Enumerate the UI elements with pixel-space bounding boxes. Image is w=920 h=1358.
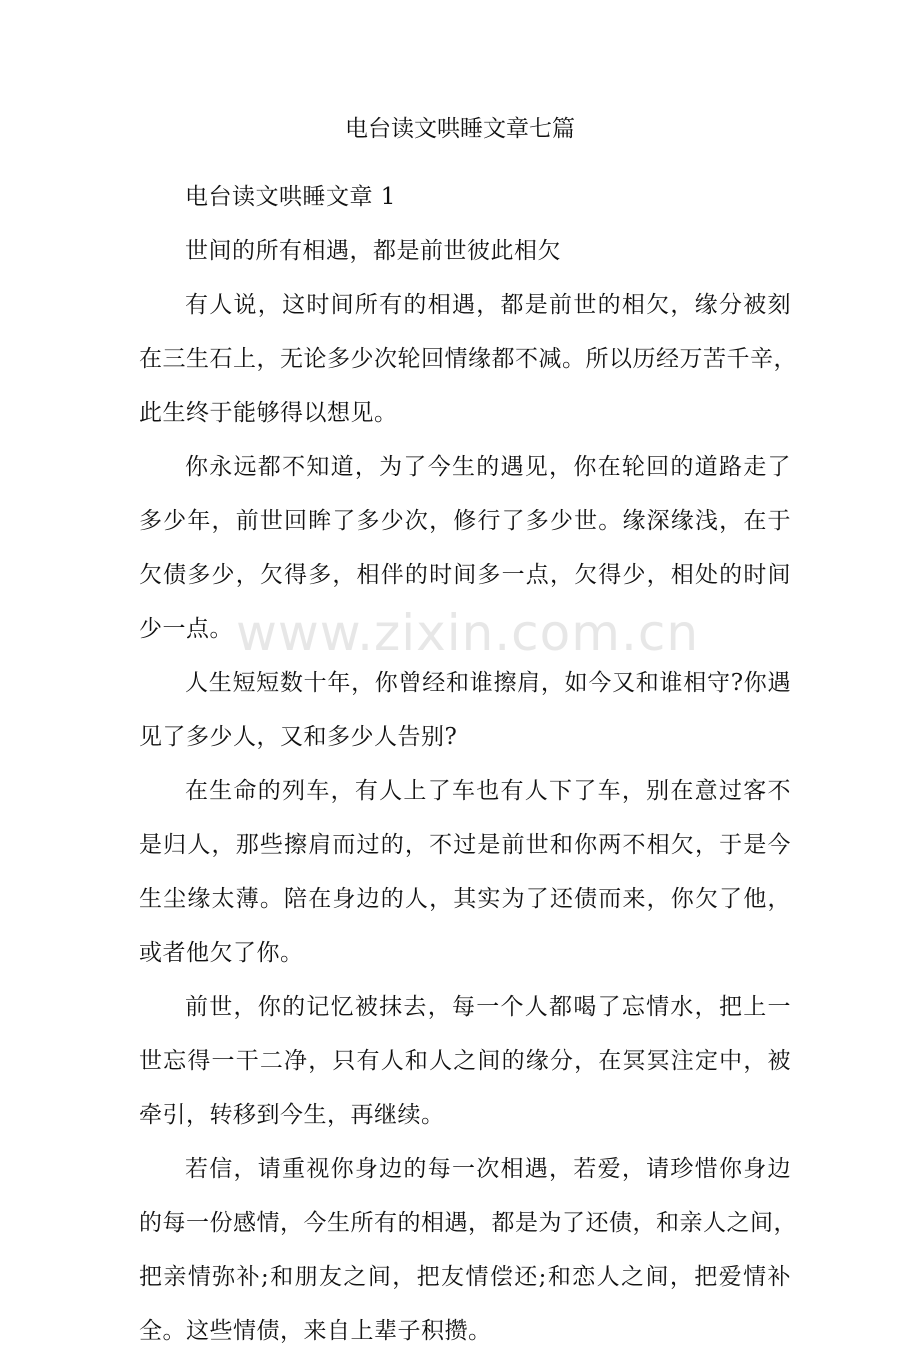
paragraph (139, 440, 791, 656)
paragraph-line: 此生终于能够得以想见。 (139, 400, 398, 426)
paragraph-line: 你永远都不知道，为了今生的遇见，你在轮回的道路走了 (185, 454, 791, 480)
watermark: www.zixin.com.cn (236, 604, 700, 662)
paragraph-line: 见了多少人，又和多少人告别? (139, 724, 458, 750)
paragraph-line: 在三生石上，无论多少次轮回情缘都不减。所以历经万苦千辛， (139, 346, 797, 372)
paragraph-line: 牵引，转移到今生，再继续。 (139, 1102, 445, 1128)
paragraph-line: 生尘缘太薄。陪在身边的人，其实为了还债而来，你欠了他， (139, 886, 791, 912)
paragraph-line: 若信，请重视你身边的每一次相遇，若爱，请珍惜你身边 (185, 1156, 791, 1182)
paragraph (139, 764, 791, 980)
document-title: 电台读文哄睡文章七篇 (345, 116, 575, 142)
paragraph (139, 278, 797, 440)
paragraph (139, 980, 791, 1142)
paragraph-line: 世忘得一干二净，只有人和人之间的缘分，在冥冥注定中，被 (139, 1048, 791, 1074)
paragraph-line: 多少年，前世回眸了多少次，修行了多少世。缘深缘浅，在于 (139, 508, 791, 534)
paragraph-line: 在生命的列车，有人上了车也有人下了车，别在意过客不 (185, 778, 791, 804)
paragraph-line: 欠债多少，欠得多，相伴的时间多一点，欠得少，相处的时间 (139, 562, 791, 588)
section-heading: 电台读文哄睡文章 1 (185, 184, 396, 210)
paragraph-line: 人生短短数十年，你曾经和谁擦肩，如今又和谁相守?你遇 (185, 670, 791, 696)
paragraph-line: 或者他欠了你。 (139, 940, 304, 966)
paragraph-line: 前世，你的记忆被抹去，每一个人都喝了忘情水，把上一 (185, 994, 791, 1020)
paragraph-line: 是归人，那些擦肩而过的，不过是前世和你两不相欠，于是今 (139, 832, 791, 858)
paragraph-line: 把亲情弥补;和朋友之间，把友情偿还;和恋人之间，把爱情补 (139, 1264, 791, 1290)
paragraph-line: 有人说，这时间所有的相遇，都是前世的相欠，缘分被刻 (185, 292, 791, 318)
paragraph-line: 全。这些情债，来自上辈子积攒。 (139, 1318, 492, 1344)
paragraph-line: 的每一份感情，今生所有的相遇，都是为了还债，和亲人之间， (139, 1210, 797, 1236)
document-body (139, 170, 797, 1358)
paragraph-line: 少一点。 (139, 616, 233, 642)
paragraph (139, 1142, 797, 1358)
section-subheading: 世间的所有相遇，都是前世彼此相欠 (185, 238, 561, 264)
paragraph (139, 656, 791, 764)
